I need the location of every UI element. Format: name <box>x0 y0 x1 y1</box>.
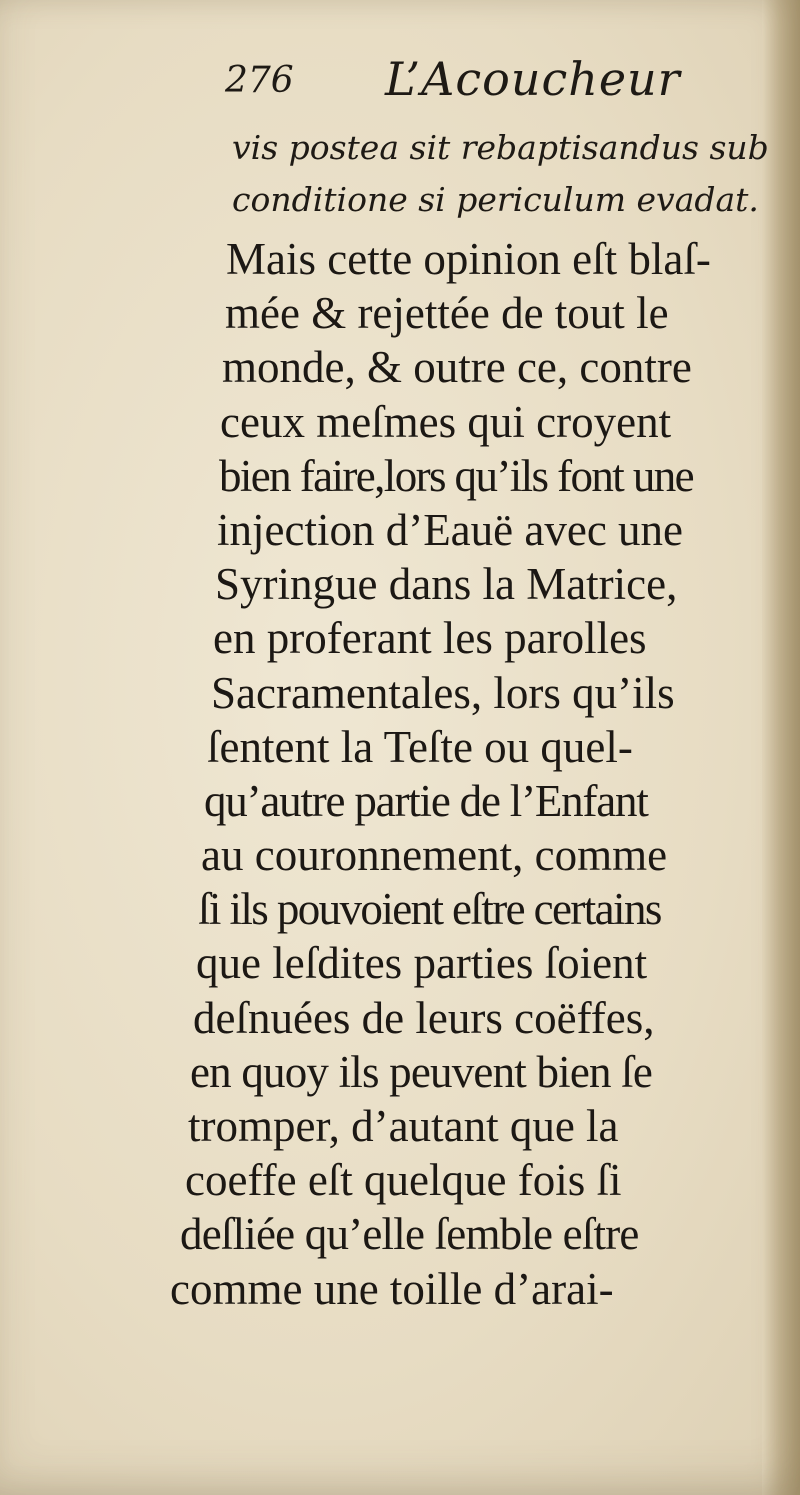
latin-line: conditione si periculum evadat. <box>232 180 759 219</box>
body-line: tromper, d’autant que la <box>188 1101 619 1151</box>
latin-line: vis postea sit rebaptisandus sub <box>232 128 769 167</box>
body-line: en proferant les parolles <box>213 613 647 664</box>
body-line: deſnuées de leurs coëffes, <box>193 992 655 1043</box>
body-line: deſliée qu’elle ſemble eſtre <box>180 1209 639 1260</box>
body-line: Syringue dans la Matrice, <box>215 559 678 610</box>
page-number: 276 <box>225 60 294 101</box>
body-line: que leſdites parties ſoient <box>196 938 648 989</box>
body-text <box>0 232 800 1316</box>
body-line: monde, & outre ce, contre <box>222 342 692 393</box>
body-line: Sacramentales, lors qu’ils <box>211 667 675 718</box>
body-line: ceux meſmes qui croyent <box>220 396 672 447</box>
body-line: au couronnement, comme <box>201 830 668 881</box>
body-line: ſi ils pouvoient eſtre certains <box>198 884 661 935</box>
body-line: mée & rejettée de tout le <box>225 288 669 339</box>
body-line: qu’autre partie de l’Enfant <box>204 775 648 826</box>
body-line: bien faire,lors qu’ils font une <box>219 450 694 501</box>
body-line: Mais cette opinion eſt blaſ- <box>226 234 711 284</box>
body-line: injection d’Eauë avec une <box>217 504 684 555</box>
latin-passage <box>232 122 792 226</box>
body-line: ſentent la Teſte ou quel- <box>207 721 633 772</box>
body-line: coeffe eſt quelque fois ſi <box>185 1155 622 1206</box>
page-header <box>225 48 695 112</box>
body-line: comme une toille d’arai- <box>170 1263 614 1314</box>
body-line: en quoy ils peuvent bien ſe <box>190 1046 653 1097</box>
running-head: L’Acoucheur <box>385 52 681 106</box>
